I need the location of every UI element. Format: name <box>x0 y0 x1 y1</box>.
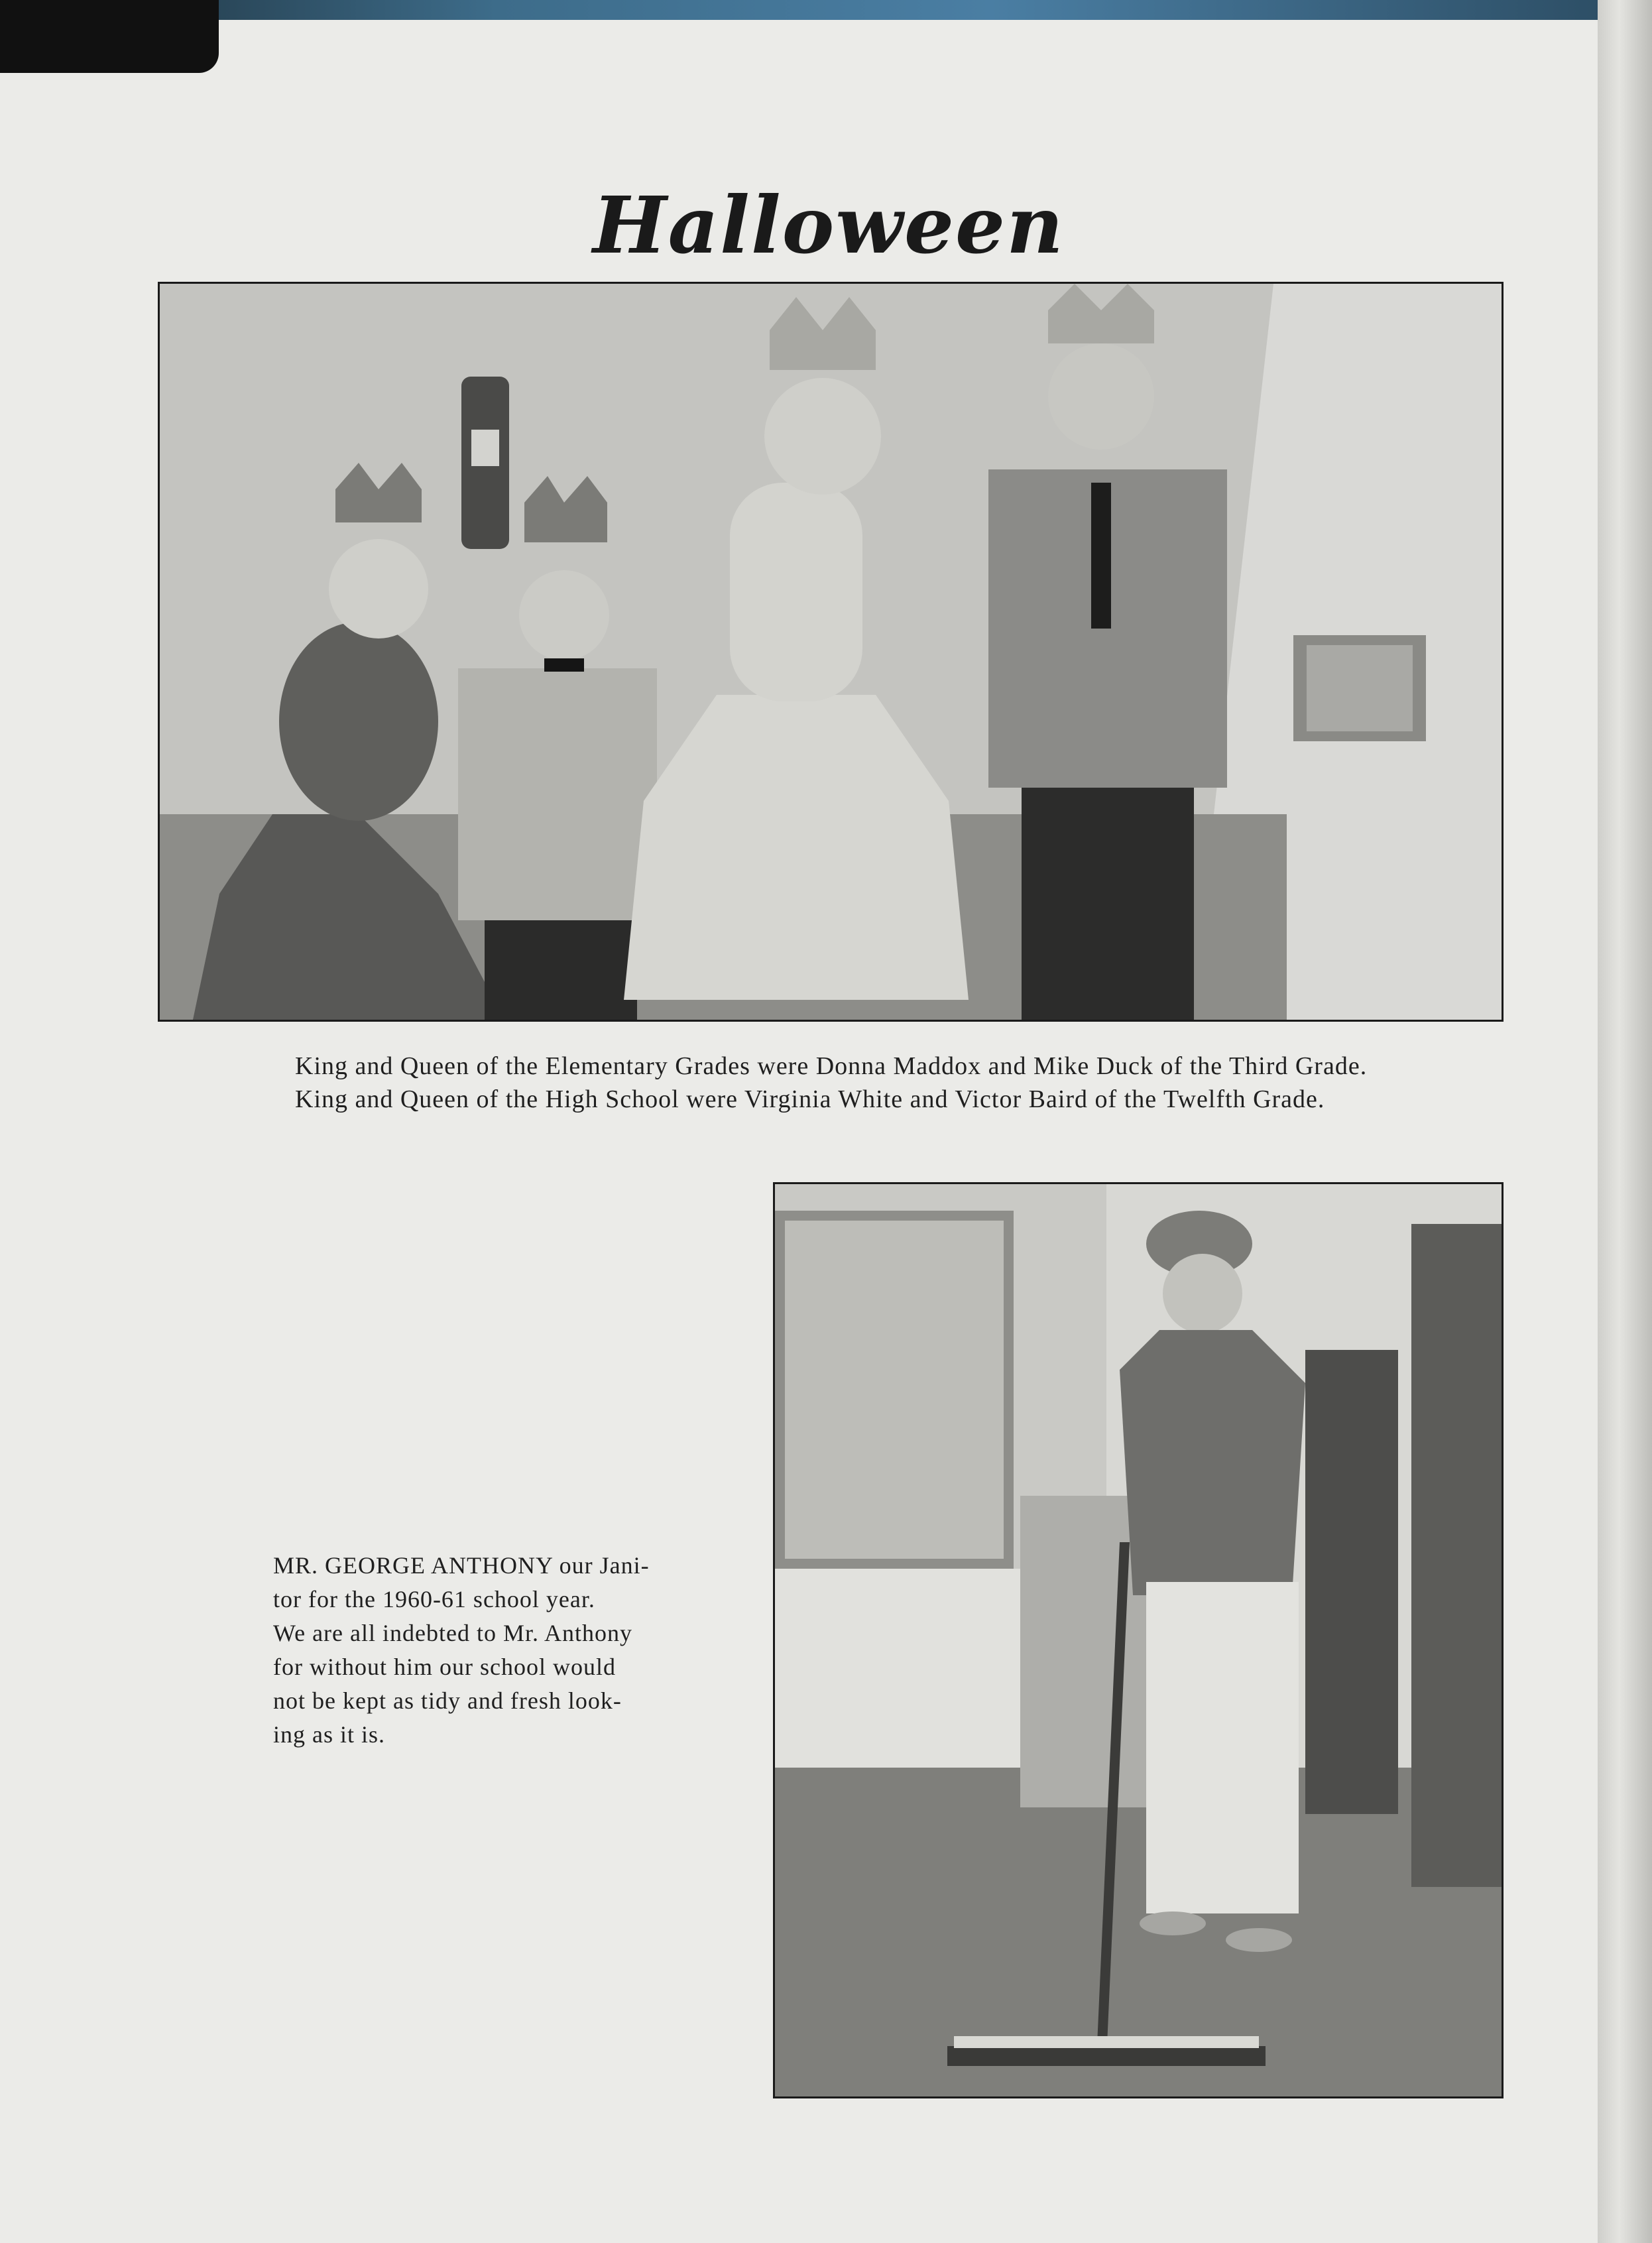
binding-tab <box>0 0 219 73</box>
royalty-caption: King and Queen of the Elementary Grades were Donna Maddox and Mike Duck of the Third Grade. King and Queen of the High School were Virginia White and Victor Baird of the Twelfth Grade. <box>295 1052 1368 1113</box>
page-edge <box>1598 0 1652 2243</box>
janitor-caption: MR. GEORGE ANTHONY our Jani- tor for the 1960-61 school year. We are all indebted to Mr. Anthony for without him our school would not be kept as tidy and fresh look- ing as it is. <box>273 1552 650 1748</box>
royalty-photo <box>158 282 1504 1022</box>
cover-edge <box>0 0 1652 20</box>
janitor-photo <box>773 1182 1504 2098</box>
page-title: Halloween <box>593 179 1065 271</box>
janitor-photo-image <box>775 1184 1502 2096</box>
royalty-photo-image <box>160 284 1502 1020</box>
